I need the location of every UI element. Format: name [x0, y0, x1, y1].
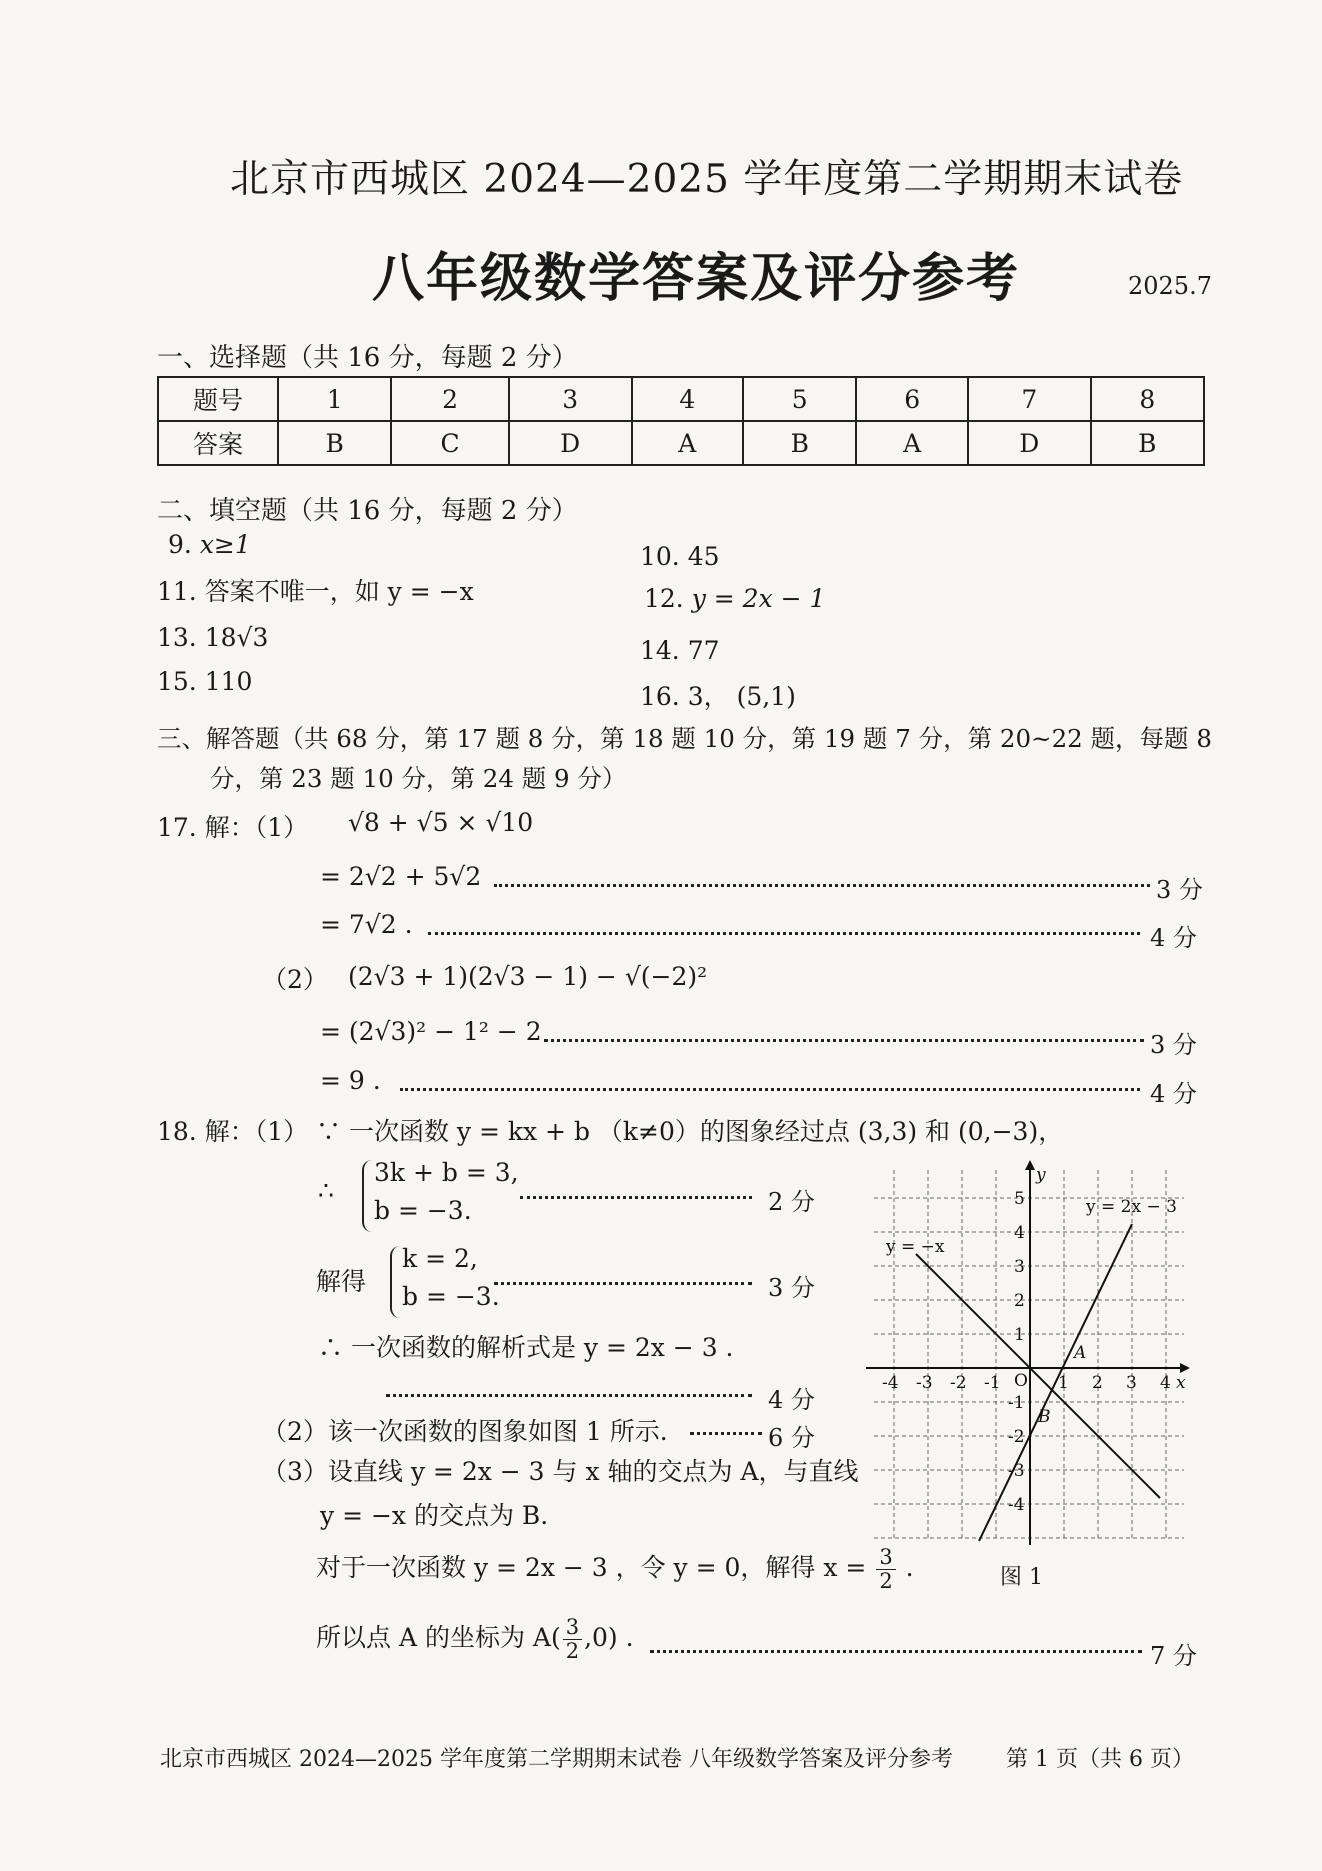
q18-part3-line3: 对于一次函数 y = 2x − 3 ，令 y = 0，解得 x = $\frac{3}{2}$ . — [316, 1545, 914, 1594]
dot-leader — [386, 1394, 752, 1397]
y-axis-label: y — [1036, 1165, 1046, 1185]
point-b-label: B — [1038, 1407, 1051, 1427]
x-axis-label: x — [1176, 1373, 1186, 1393]
fill-item-12: 12. y = 2x − 1 — [644, 584, 826, 613]
page-footer: 北京市西城区 2024—2025 学年度第二学期期末试卷 八年级数学答案及评分参考 — [160, 1747, 953, 1772]
q18-system1-score: 2 分 — [768, 1188, 815, 1216]
question-number: 1 — [278, 377, 391, 421]
fill-item-11: 11. 答案不唯一，如 y = −x — [157, 577, 474, 606]
section3-heading: 三、解答题（共 68 分，第 17 题 8 分，第 18 题 10 分，第 19 题 7 分，第 20~22 题，每题 8 — [157, 724, 1212, 753]
x-axis-arrow — [1180, 1363, 1190, 1373]
q17-p1-step2: = 7√2 . — [320, 910, 413, 939]
dot-leader — [544, 1039, 1144, 1042]
y-tick: -1 — [1008, 1393, 1025, 1413]
answer-cell: B — [1091, 421, 1204, 465]
q17-p2-step2-score: 4 分 — [1150, 1080, 1197, 1108]
q18-part2: （2）该一次函数的图象如图 1 所示. — [262, 1417, 668, 1446]
dot-leader — [520, 1196, 752, 1199]
fill-item-10: 10. 45 — [640, 542, 720, 571]
q18-part3-line1: （3）设直线 y = 2x − 3 与 x 轴的交点为 A，与直线 — [262, 1457, 859, 1486]
q18-system1-eq2: b = −3. — [374, 1196, 472, 1225]
row-label-question: 题号 — [158, 377, 278, 421]
answer-cell: D — [968, 421, 1091, 465]
line-y-2x-3 — [979, 1224, 1132, 1541]
figure-caption: 图 1 — [1000, 1565, 1043, 1590]
y-tick: -4 — [1008, 1495, 1025, 1515]
section3-heading-cont: 分，第 23 题 10 分，第 24 题 9 分） — [210, 764, 627, 793]
q17-p2-step2: = 9 . — [320, 1066, 381, 1095]
question-number: 6 — [856, 377, 968, 421]
fill-item-16: 16. 3， (5,1) — [640, 682, 796, 711]
q18-system2-eq1: k = 2, — [402, 1244, 478, 1273]
x-tick: 2 — [1092, 1373, 1103, 1393]
q17-p2-step1-score: 3 分 — [1150, 1031, 1197, 1059]
y-axis-arrow — [1025, 1160, 1035, 1170]
dot-leader — [428, 932, 1140, 935]
dot-leader — [690, 1432, 762, 1435]
q17-p1-step1-score: 3 分 — [1156, 876, 1203, 904]
y-tick: 3 — [1014, 1257, 1025, 1277]
q18-system1-eq1: 3k + b = 3, — [374, 1158, 519, 1187]
exam-title: 北京市西城区 2024—2025 学年度第二学期期末试卷 — [230, 157, 1184, 202]
dot-leader — [400, 1088, 1140, 1091]
q18-given: ∵ 一次函数 y = kx + b （k≠0）的图象经过点 (3,3) 和 (0,−3)， — [316, 1117, 1064, 1146]
q18-result: ∴ 一次函数的解析式是 y = 2x − 3 . — [318, 1333, 734, 1362]
fraction: $\frac{3}{2}$ — [876, 1546, 895, 1593]
coordinate-graph — [864, 1160, 1194, 1550]
section1-heading: 一、选择题（共 16 分，每题 2 分） — [157, 343, 578, 373]
q18-part3-score: 7 分 — [1150, 1642, 1197, 1670]
answer-cell: A — [632, 421, 744, 465]
fill-item-13: 13. 18√3 — [157, 623, 269, 652]
section2-heading: 二、填空题（共 16 分，每题 2 分） — [157, 496, 578, 526]
answer-table — [157, 376, 1205, 466]
q18-part3-line2: y = −x 的交点为 B. — [320, 1501, 549, 1530]
point-a-label: A — [1074, 1343, 1087, 1363]
q17-p2-expression: (2√3 + 1)(2√3 − 1) − √(−2)² — [348, 962, 708, 991]
y-tick: -3 — [1008, 1461, 1025, 1481]
question-number: 4 — [632, 377, 744, 421]
q18-label: 18. 解：（1） — [157, 1117, 309, 1146]
y-tick: 5 — [1014, 1189, 1025, 1209]
answer-cell: C — [391, 421, 509, 465]
x-tick: 1 — [1058, 1373, 1069, 1393]
answer-cell: A — [856, 421, 968, 465]
x-tick: -2 — [950, 1373, 967, 1393]
y-tick: 4 — [1014, 1223, 1025, 1243]
answer-cell: B — [278, 421, 391, 465]
q17-p2-step1: = (2√3)² − 1² − 2 — [320, 1017, 542, 1046]
q17-p1-step2-score: 4 分 — [1150, 924, 1197, 952]
fill-item-14: 14. 77 — [640, 636, 720, 665]
answer-key-title: 八年级数学答案及评分参考 — [372, 249, 1021, 309]
exam-date: 2025.7 — [1128, 272, 1212, 300]
table-row-answers — [158, 421, 1204, 465]
question-number: 2 — [391, 377, 509, 421]
x-tick: 3 — [1126, 1373, 1137, 1393]
question-number: 8 — [1091, 377, 1204, 421]
fraction: $\frac{3}{2}$ — [563, 1616, 582, 1663]
question-number: 3 — [509, 377, 632, 421]
table-row-numbers — [158, 377, 1204, 421]
question-number: 5 — [743, 377, 856, 421]
answer-cell: B — [743, 421, 856, 465]
q17-p2-label: （2） — [262, 965, 328, 994]
q18-part2-score: 6 分 — [768, 1424, 815, 1452]
y-tick: -2 — [1008, 1427, 1025, 1447]
row-label-answer: 答案 — [158, 421, 278, 465]
equation-brace — [390, 1246, 402, 1318]
label-line-1: y = 2x − 3 — [1086, 1197, 1177, 1217]
fill-item-9: 9. x≥1 — [168, 530, 251, 559]
equation-brace — [362, 1160, 374, 1232]
page-number: 第 1 页（共 6 页） — [1006, 1747, 1194, 1772]
q18-system2-eq2: b = −3. — [402, 1282, 500, 1311]
q17-label: 17. 解：（1） — [157, 813, 309, 842]
x-tick: -3 — [916, 1373, 933, 1393]
dot-leader — [494, 884, 1150, 887]
question-number: 7 — [968, 377, 1091, 421]
origin-label: O — [1014, 1371, 1028, 1391]
x-tick: -1 — [984, 1373, 1001, 1393]
q17-p1-step1: = 2√2 + 5√2 — [320, 862, 482, 891]
q18-result-score: 4 分 — [768, 1386, 815, 1414]
therefore-symbol: ∴ — [318, 1176, 334, 1205]
solve-label: 解得 — [316, 1267, 367, 1296]
dot-leader — [494, 1282, 752, 1285]
q18-part3-line4: 所以点 A 的坐标为 A( $\frac{3}{2}$ ,0) . — [316, 1615, 634, 1664]
q18-system2-score: 3 分 — [768, 1274, 815, 1302]
x-tick: 4 — [1160, 1373, 1171, 1393]
dot-leader — [650, 1650, 1142, 1653]
q17-p1-expression: √8 + √5 × √10 — [348, 808, 534, 837]
label-line-2: y = −x — [886, 1237, 945, 1257]
fill-item-15: 15. 110 — [157, 667, 253, 696]
y-tick: 2 — [1014, 1291, 1025, 1311]
answer-cell: D — [509, 421, 632, 465]
y-tick: 1 — [1014, 1325, 1025, 1345]
x-tick: -4 — [882, 1373, 899, 1393]
